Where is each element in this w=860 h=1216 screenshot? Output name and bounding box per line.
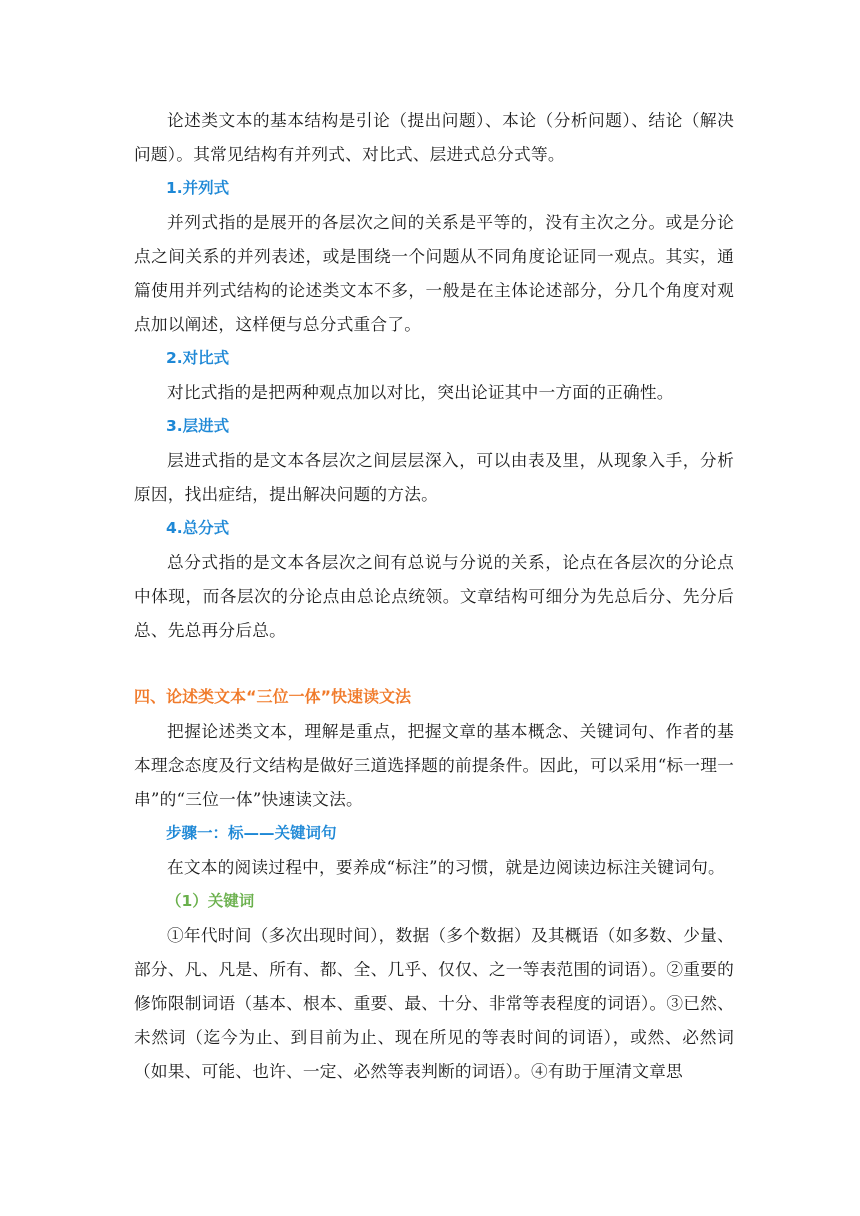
subheading-keywords: （1）关键词	[166, 892, 255, 910]
heading-general-specific: 4.总分式	[166, 519, 230, 537]
paragraph-parallel: 并列式指的是展开的各层次之间的关系是平等的，没有主次之分。或是分论点之间关系的并列表述，或是围绕一个问题从不同角度论证同一观点。其实，通篇使用并列式结构的论述类文本不多，一般是在主体论述部分，分几个角度对观点加以阐述，这样便与总分式重合了。	[134, 212, 734, 334]
paragraph-keywords: ①年代时间（多次出现时间），数据（多个数据）及其概语（如多数、少量、部分、凡、凡是、所有、都、全、几乎、仅仅、之一等表范围的词语）。②重要的修饰限制词语（基本、根本、重要、最、十分、非常等表程度的词语）。③已然、未然词（迄今为止、到目前为止、现在所见的等表时间的词语），或然、必然词（如果、可能、也许、一定、必然等表判断的词语）。④有助于厘清文章思	[134, 925, 734, 1081]
step-one-heading: 步骤一：标——关键词句	[166, 824, 337, 842]
section-title: 四、论述类文本“三位一体”快速读文法	[134, 687, 412, 706]
paragraph-general-specific: 总分式指的是文本各层次之间有总说与分说的关系，论点在各层次的分论点中体现，而各层次的分论点由总论点统领。文章结构可细分为先总后分、先分后总、先总再分后总。	[134, 552, 734, 640]
paragraph-annotation-habit: 在文本的阅读过程中，要养成“标注”的习惯，就是边阅读边标注关键词句。	[167, 857, 725, 877]
heading-progressive: 3.层进式	[166, 417, 230, 435]
paragraph-reading-method: 把握论述类文本，理解是重点，把握文章的基本概念、关键词句、作者的基本理念态度及行文结构是做好三道选择题的前提条件。因此，可以采用“标一理一串”的“三位一体”快速读文法。	[134, 721, 734, 809]
heading-parallel: 1.并列式	[166, 179, 230, 197]
paragraph-contrast: 对比式指的是把两种观点加以对比，突出论证其中一方面的正确性。	[167, 382, 674, 402]
heading-contrast: 2.对比式	[166, 349, 230, 367]
intro-paragraph: 论述类文本的基本结构是引论（提出问题）、本论（分析问题）、结论（解决问题）。其常见结构有并列式、对比式、层进式总分式等。	[134, 110, 734, 164]
paragraph-progressive: 层进式指的是文本各层次之间层层深入，可以由表及里，从现象入手，分析原因，找出症结，提出解决问题的方法。	[134, 450, 734, 504]
